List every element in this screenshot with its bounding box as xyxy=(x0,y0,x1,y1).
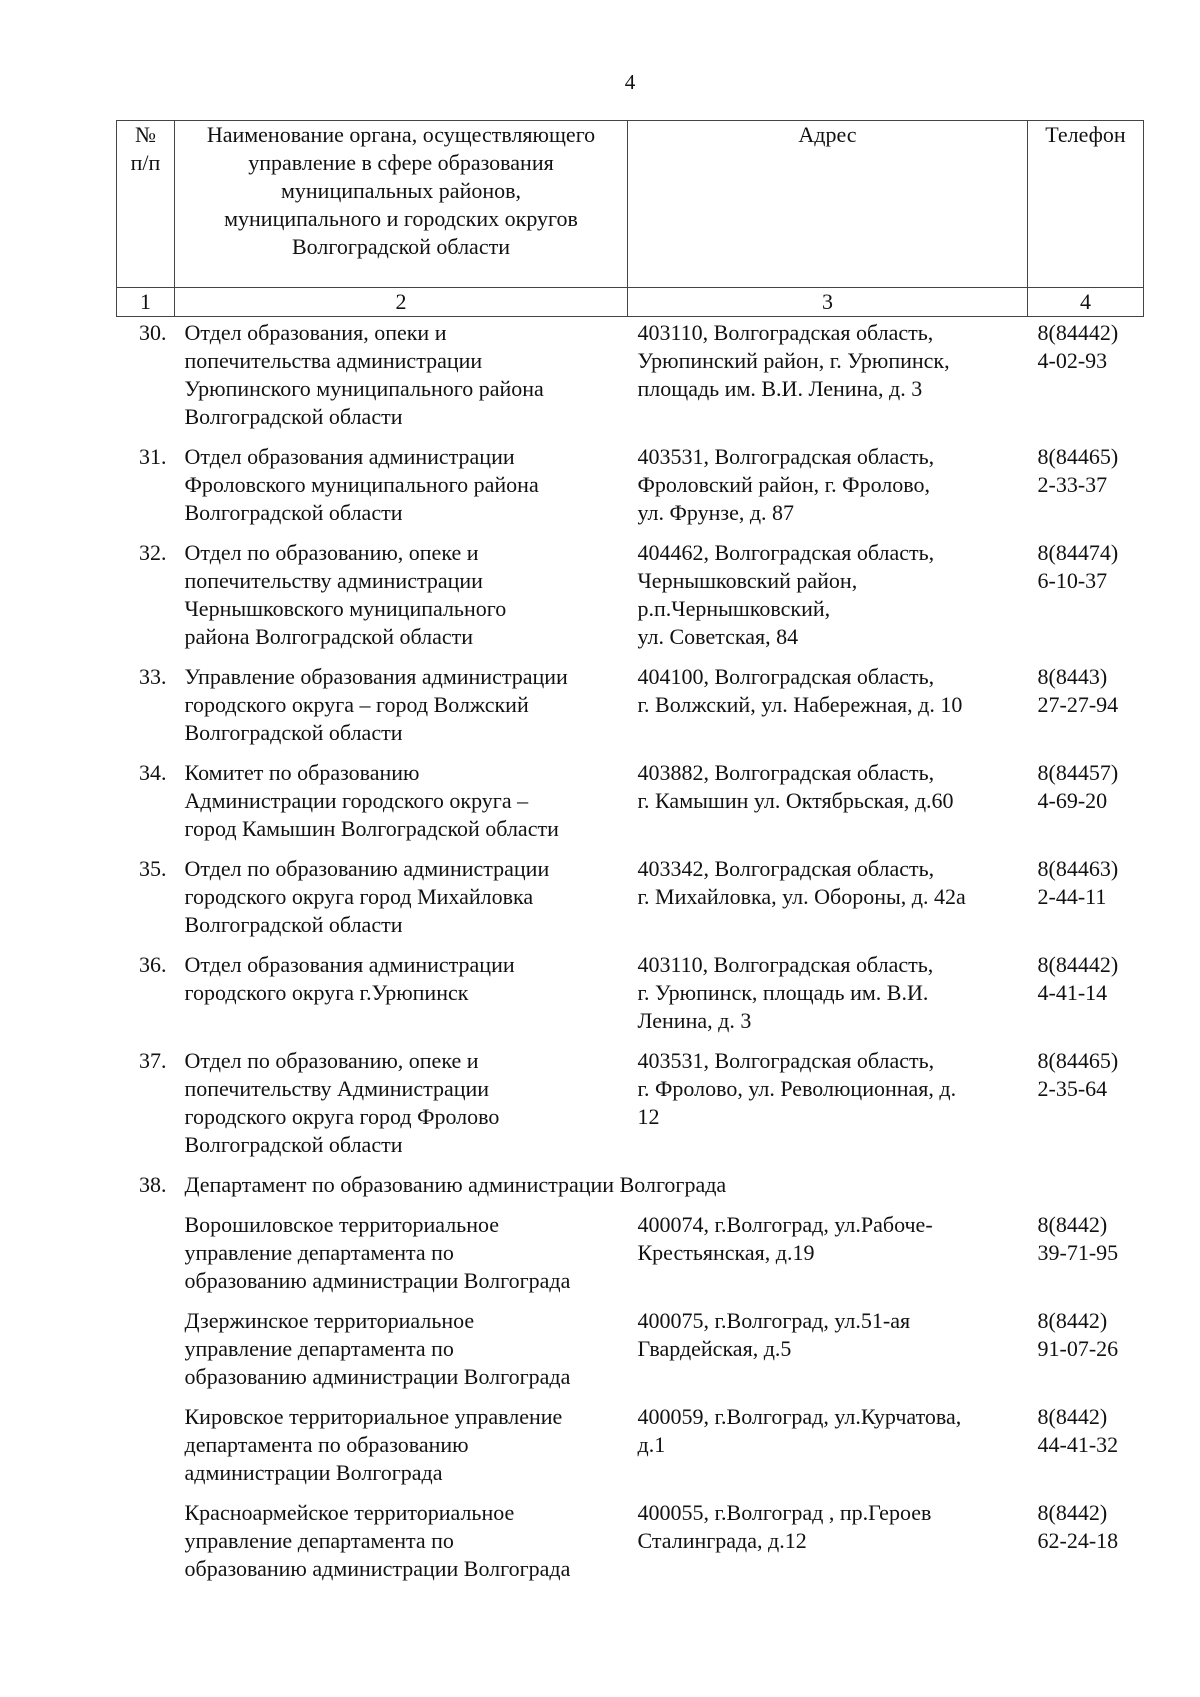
row-number: 32. xyxy=(139,540,167,565)
authority-address: 403531, Волгоградская область, Фроловский район, г. Фролово, ул. Фрунзе, д. 87 xyxy=(637,444,935,525)
empty-number-cell xyxy=(117,1403,175,1499)
authority-address: 403342, Волгоградская область, г. Михайловка, ул. Обороны, д. 42а xyxy=(637,856,966,909)
table-subrow xyxy=(117,1211,1144,1307)
table-row xyxy=(117,317,1144,444)
authority-name: Отдел по образованию, опеке и попечительству администрации Чернышковского муниципального района Волгоградской области xyxy=(184,540,507,649)
authority-name: Ворошиловское территориальное управление департамента по образованию администрации Волгограда xyxy=(184,1212,571,1293)
table-row xyxy=(117,855,1144,951)
authority-phone: 8(84442) 4-41-14 xyxy=(1037,952,1119,1005)
empty-number-cell xyxy=(117,1499,175,1595)
authority-address: 400075, г.Волгоград, ул.51-ая Гвардейская, д.5 xyxy=(637,1308,911,1361)
table-row xyxy=(117,951,1144,1047)
authority-name: Отдел образования, опеки и попечительства администрации Урюпинского муниципального района Волгоградской области xyxy=(184,320,544,429)
column-number: 3 xyxy=(628,288,1028,317)
table-row xyxy=(117,443,1144,539)
authority-phone: 8(8442) 39-71-95 xyxy=(1037,1212,1119,1265)
column-number: 2 xyxy=(175,288,628,317)
row-number: 36. xyxy=(139,952,167,977)
table-subrow xyxy=(117,1499,1144,1595)
row-number: 33. xyxy=(139,664,167,689)
authority-address: 400055, г.Волгоград , пр.Героев Сталинграда, д.12 xyxy=(637,1500,932,1553)
authority-address: 400074, г.Волгоград, ул.Рабоче- Крестьянская, д.19 xyxy=(637,1212,933,1265)
authority-name: Кировское территориальное управление департамента по образованию администрации Волгограда xyxy=(184,1404,563,1485)
authority-phone: 8(84465) 2-35-64 xyxy=(1037,1048,1119,1101)
header-name: Наименование органа, осуществляющего управление в сфере образования муниципальных районов, муниципального и городских округов Волгоградской области xyxy=(175,121,628,288)
table-row xyxy=(117,1047,1144,1171)
authority-name: Отдел по образованию администрации городского округа город Михайловка Волгоградской области xyxy=(184,856,550,937)
authority-name: Дзержинское территориальное управление департамента по образованию администрации Волгограда xyxy=(184,1308,571,1389)
authority-name: Управление образования администрации городского округа – город Волжский Волгоградской области xyxy=(184,664,568,745)
authority-phone: 8(84463) 2-44-11 xyxy=(1037,856,1119,909)
authority-address: 404100, Волгоградская область, г. Волжский, ул. Набережная, д. 10 xyxy=(637,664,963,717)
header-row xyxy=(117,121,1144,288)
authority-address: 400059, г.Волгоград, ул.Курчатова, д.1 xyxy=(637,1404,962,1457)
table-row xyxy=(117,663,1144,759)
education-authorities-table xyxy=(116,120,1144,1595)
authority-address: 403110, Волгоградская область, г. Урюпинск, площадь им. В.И. Ленина, д. 3 xyxy=(637,952,934,1033)
authority-phone: 8(84474) 6-10-37 xyxy=(1037,540,1119,593)
authority-address: 404462, Волгоградская область, Чернышковский район, р.п.Чернышковский, ул. Советская, 84 xyxy=(637,540,935,649)
authority-phone: 8(8442) 91-07-26 xyxy=(1037,1308,1119,1361)
row-number: 38. xyxy=(139,1172,167,1197)
row-number: 34. xyxy=(139,760,167,785)
header-num: № п/п xyxy=(117,121,175,288)
table-row xyxy=(117,759,1144,855)
table-subrow xyxy=(117,1307,1144,1403)
authority-name: Комитет по образованию Администрации городского округа – город Камышин Волгоградской области xyxy=(184,760,559,841)
row-number: 30. xyxy=(139,320,167,345)
authority-address: 403531, Волгоградская область, г. Фролово, ул. Революционная, д. 12 xyxy=(637,1048,957,1129)
header-phone: Телефон xyxy=(1028,121,1144,288)
authority-phone: 8(84465) 2-33-37 xyxy=(1037,444,1119,497)
authority-address: 403882, Волгоградская область, г. Камышин ул. Октябрьская, д.60 xyxy=(637,760,954,813)
table-body xyxy=(117,317,1144,1596)
authority-phone: 8(84457) 4-69-20 xyxy=(1037,760,1119,813)
authority-phone: 8(8442) 62-24-18 xyxy=(1037,1500,1119,1553)
empty-number-cell xyxy=(117,1307,175,1403)
row-number: 37. xyxy=(139,1048,167,1073)
column-number: 4 xyxy=(1028,288,1144,317)
header-address: Адрес xyxy=(628,121,1028,288)
department-row xyxy=(117,1171,1144,1211)
row-number: 35. xyxy=(139,856,167,881)
page-number: 4 xyxy=(624,70,636,94)
authority-phone: 8(84442) 4-02-93 xyxy=(1037,320,1119,373)
table-header xyxy=(117,121,1144,317)
authority-name: Красноармейское территориальное управление департамента по образованию администрации Волгограда xyxy=(184,1500,571,1581)
authority-phone: 8(8443) 27-27-94 xyxy=(1037,664,1119,717)
department-title: Департамент по образованию администрации Волгограда xyxy=(184,1172,727,1197)
row-number: 31. xyxy=(139,444,167,469)
authority-address: 403110, Волгоградская область, Урюпинский район, г. Урюпинск, площадь им. В.И. Ленина, д. 3 xyxy=(637,320,950,401)
authority-name: Отдел образования администрации Фроловского муниципального района Волгоградской области xyxy=(184,444,539,525)
authority-name: Отдел по образованию, опеке и попечительству Администрации городского округа город Фролово Волгоградской области xyxy=(184,1048,500,1157)
empty-number-cell xyxy=(117,1211,175,1307)
authority-phone: 8(8442) 44-41-32 xyxy=(1037,1404,1119,1457)
authority-name: Отдел образования администрации городского округа г.Урюпинск xyxy=(184,952,515,1005)
column-number: 1 xyxy=(117,288,175,317)
column-number-row xyxy=(117,288,1144,317)
table-subrow xyxy=(117,1403,1144,1499)
table-row xyxy=(117,539,1144,663)
